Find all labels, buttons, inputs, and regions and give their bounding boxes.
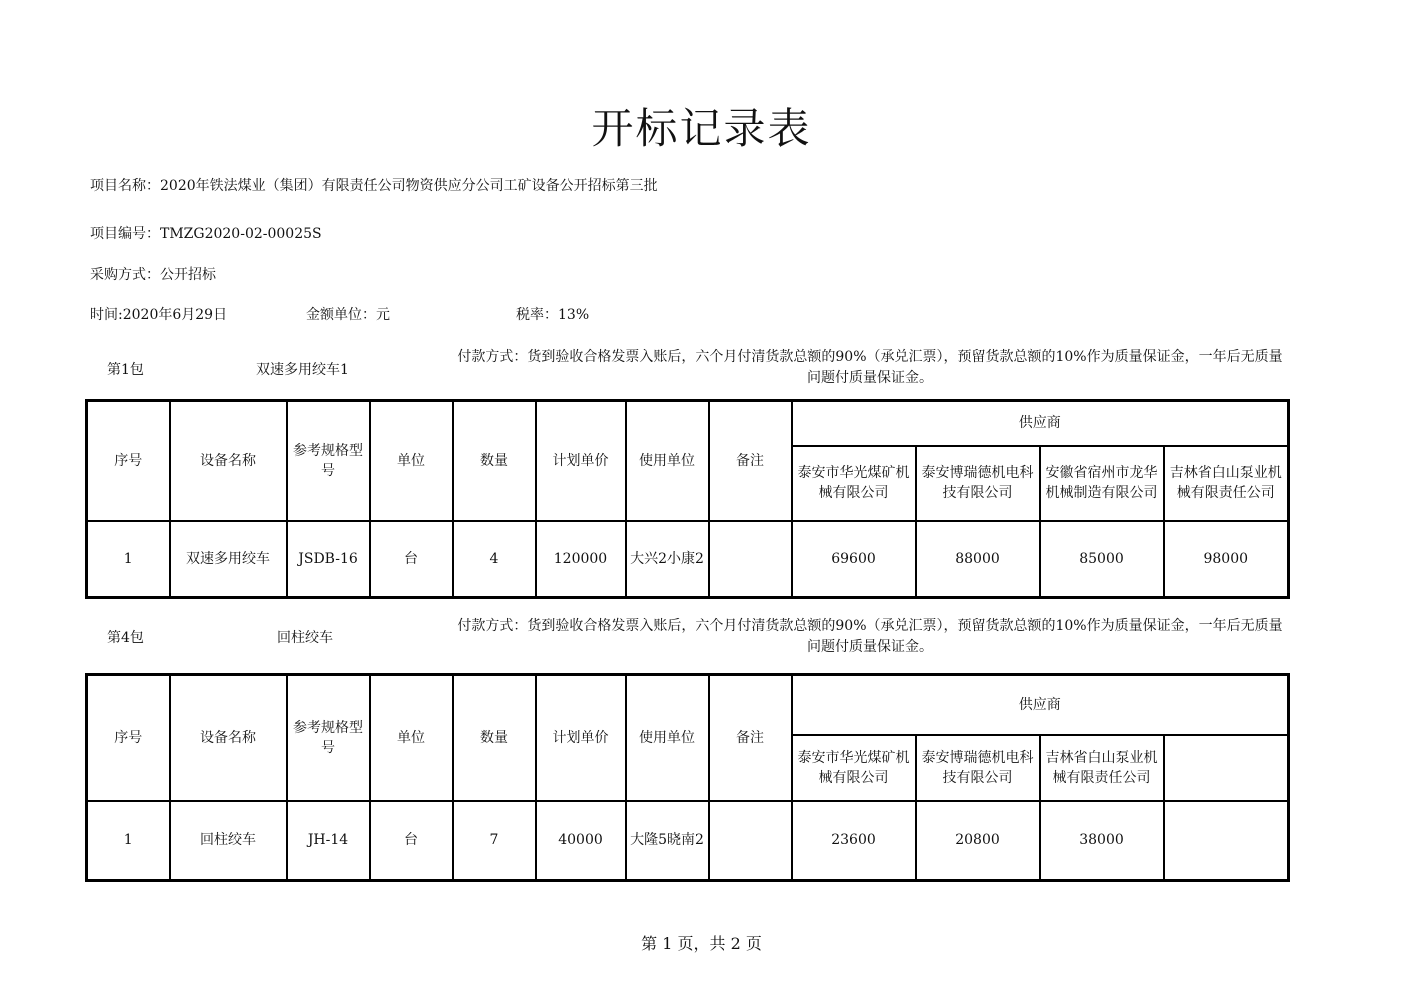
header-device-name: 设备名称 (170, 401, 287, 521)
payment-terms: 付款方式：货到验收合格发票入账后，六个月付清货款总额的90%（承兑汇票），预留货款总额的10%作为质量保证金，一年后无质量问题付质量保证金。 (457, 349, 1283, 386)
header-suppliers: 供应商 (792, 675, 1289, 735)
tax-rate: 税率：13% (516, 307, 590, 323)
row-seq: 1 (87, 521, 170, 598)
bid-table (85, 399, 1290, 599)
row-spec-model: JH-14 (287, 801, 370, 881)
supplier-name: 泰安市华光煤矿机械有限公司 (792, 446, 916, 521)
row-bid: 88000 (916, 521, 1040, 598)
header-seq: 序号 (87, 401, 170, 521)
header-unit: 单位 (370, 675, 453, 801)
row-bid: 69600 (792, 521, 916, 598)
header-spec-model: 参考规格型号 (287, 675, 370, 801)
row-bid: 23600 (792, 801, 916, 881)
bid-time: 时间:2020年6月29日 (90, 307, 228, 323)
row-remarks (709, 801, 792, 881)
table-row (87, 521, 1289, 598)
package-label: 第4包 (107, 630, 144, 646)
supplier-name: 吉林省白山泵业机械有限责任公司 (1040, 735, 1164, 801)
row-bid: 85000 (1040, 521, 1164, 598)
header-quantity: 数量 (453, 401, 536, 521)
header-remarks: 备注 (709, 675, 792, 801)
row-remarks (709, 521, 792, 598)
row-device-name: 双速多用绞车 (170, 521, 287, 598)
header-unit: 单位 (370, 401, 453, 521)
row-bid (1164, 801, 1289, 881)
bid-table (85, 673, 1290, 882)
header-user-unit: 使用单位 (626, 675, 709, 801)
page-footer: 第 1 页，共 2 页 (641, 934, 762, 953)
table-row (87, 801, 1289, 881)
package-name: 回柱绞车 (277, 630, 333, 646)
row-unit: 台 (370, 521, 453, 598)
header-quantity: 数量 (453, 675, 536, 801)
procurement-method: 采购方式：公开招标 (90, 267, 216, 283)
row-bid: 38000 (1040, 801, 1164, 881)
header-device-name: 设备名称 (170, 675, 287, 801)
supplier-name: 安徽省宿州市龙华机械制造有限公司 (1040, 446, 1164, 521)
row-planned-price: 120000 (536, 521, 626, 598)
row-user-unit: 大兴2小康2 (626, 521, 709, 598)
amount-unit: 金额单位：元 (306, 307, 390, 323)
header-planned-price: 计划单价 (536, 675, 626, 801)
row-unit: 台 (370, 801, 453, 881)
supplier-name: 泰安博瑞德机电科技有限公司 (916, 446, 1040, 521)
row-seq: 1 (87, 801, 170, 881)
row-spec-model: JSDB-16 (287, 521, 370, 598)
header-user-unit: 使用单位 (626, 401, 709, 521)
row-device-name: 回柱绞车 (170, 801, 287, 881)
supplier-name (1164, 735, 1289, 801)
package-name: 双速多用绞车1 (256, 362, 349, 378)
header-spec-model: 参考规格型号 (287, 401, 370, 521)
row-quantity: 4 (453, 521, 536, 598)
header-suppliers: 供应商 (792, 401, 1289, 446)
row-planned-price: 40000 (536, 801, 626, 881)
header-seq: 序号 (87, 675, 170, 801)
supplier-name: 吉林省白山泵业机械有限责任公司 (1164, 446, 1289, 521)
row-user-unit: 大隆5晓南2 (626, 801, 709, 881)
row-bid: 98000 (1164, 521, 1289, 598)
supplier-name: 泰安博瑞德机电科技有限公司 (916, 735, 1040, 801)
payment-terms: 付款方式：货到验收合格发票入账后，六个月付清货款总额的90%（承兑汇票），预留货款总额的10%作为质量保证金，一年后无质量问题付质量保证金。 (457, 618, 1283, 655)
header-remarks: 备注 (709, 401, 792, 521)
row-bid: 20800 (916, 801, 1040, 881)
header-planned-price: 计划单价 (536, 401, 626, 521)
project-number: 项目编号：TMZG2020-02-00025S (90, 226, 322, 242)
package-label: 第1包 (107, 362, 144, 378)
supplier-name: 泰安市华光煤矿机械有限公司 (792, 735, 916, 801)
project-name: 项目名称：2020年铁法煤业（集团）有限责任公司物资供应分公司工矿设备公开招标第三批 (90, 178, 658, 194)
row-quantity: 7 (453, 801, 536, 881)
page-title: 开标记录表 (591, 104, 812, 153)
